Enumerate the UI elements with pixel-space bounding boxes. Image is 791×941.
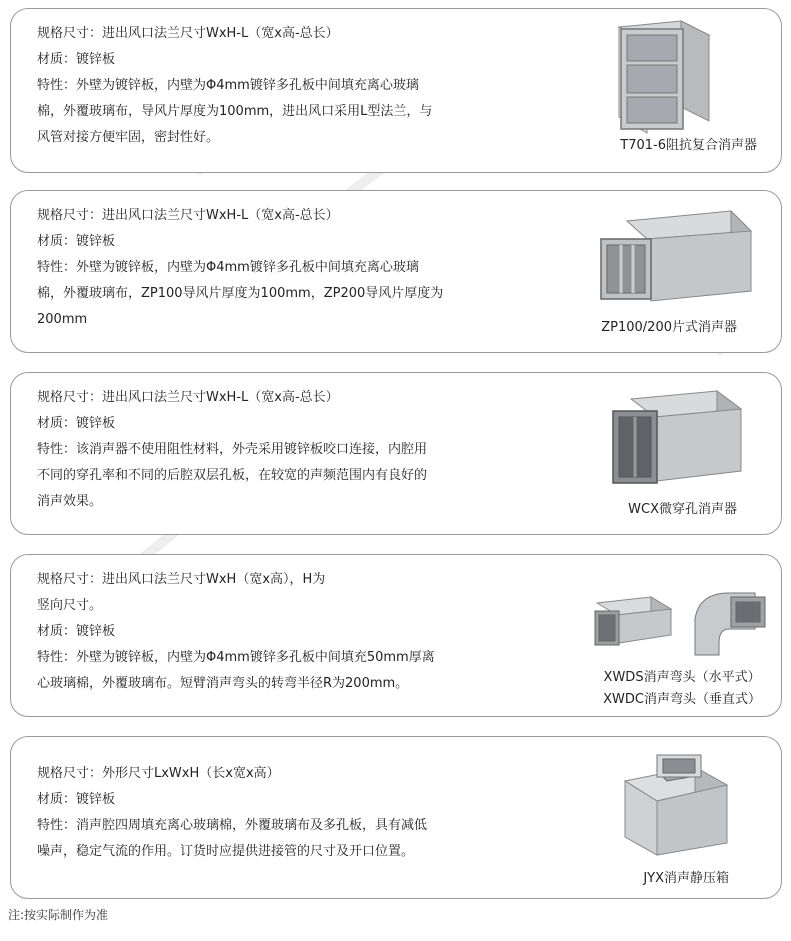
- product-caption: ZP100/200片式消声器: [601, 320, 737, 335]
- material-text: 材质：镀锌板: [37, 234, 116, 249]
- product-description: [37, 761, 537, 865]
- spec-text: 规格尺寸：进出风口法兰尺寸WxH（宽x高），H为: [37, 572, 326, 587]
- feature-line: 不同的穿孔率和不同的后腔双层孔板，在较宽的声频范围内有良好的: [37, 468, 428, 483]
- feature-line: 特性：外壁为镀锌板，内壁为Φ4mm镀锌多孔板中间填充50mm厚离: [37, 650, 435, 665]
- caption-line-vertical: XWDC消声弯头（垂直式）: [603, 692, 761, 707]
- feature-line: 特性：该消声器不使用阻性材料，外壳采用镀锌板咬口连接，内腔用: [37, 442, 428, 457]
- feature-line: 噪声，稳定气流的作用。订货时应提供进接管的尺寸及开口位置。: [37, 844, 415, 859]
- product-card-jyx: [10, 736, 782, 899]
- material-text: 材质：镀锌板: [37, 624, 116, 639]
- feature-line: 特性：外壁为镀锌板，内壁为Φ4mm镀锌多孔板中间填充离心玻璃: [37, 260, 419, 275]
- product-description: [37, 21, 537, 151]
- jyx-plenum-box-image: [615, 749, 735, 859]
- product-card-wcx: [10, 372, 782, 535]
- product-card-xwd: [10, 554, 782, 717]
- product-description: [37, 203, 537, 333]
- zp-silencer-image: [591, 209, 756, 309]
- caption-line-horizontal: XWDS消声弯头（水平式）: [603, 670, 761, 685]
- spec-text: 规格尺寸：外形尺寸LxWxH（长x宽x高）: [37, 766, 280, 781]
- feature-line: 200mm: [37, 312, 88, 327]
- material-text: 材质：镀锌板: [37, 792, 116, 807]
- wcx-silencer-image: [607, 389, 747, 489]
- spec-text: 规格尺寸：进出风口法兰尺寸WxH-L（宽x高-总长）: [37, 390, 339, 405]
- product-caption: JYX消声静压箱: [643, 871, 729, 886]
- feature-line: 心玻璃棉，外覆玻璃布。短臂消声弯头的转弯半径R为200mm。: [37, 676, 409, 691]
- feature-line: 特性：外壁为镀锌板，内壁为Φ4mm镀锌多孔板中间填充离心玻璃: [37, 78, 419, 93]
- feature-line: 特性：消声腔四周填充离心玻璃棉，外覆玻璃布及多孔板，具有减低: [37, 818, 428, 833]
- product-caption: WCX微穿孔消声器: [628, 502, 737, 517]
- product-description: [37, 385, 537, 515]
- xwdc-elbow-image: [685, 589, 770, 659]
- spec-text: 规格尺寸：进出风口法兰尺寸WxH-L（宽x高-总长）: [37, 208, 339, 223]
- feature-line: 棉，外覆玻璃布，ZP100导风片厚度为100mm，ZP200导风片厚度为: [37, 286, 444, 301]
- spec-text: 竖向尺寸。: [37, 598, 103, 613]
- product-card-zp100: [10, 190, 782, 353]
- t701-silencer-image: [591, 17, 731, 137]
- spec-text: 规格尺寸：进出风口法兰尺寸WxH-L（宽x高-总长）: [37, 26, 339, 41]
- footnote: 注:按实际制作为准: [8, 908, 109, 922]
- material-text: 材质：镀锌板: [37, 416, 116, 431]
- product-description: [37, 567, 537, 697]
- feature-line: 风管对接方便牢固，密封性好。: [37, 130, 220, 145]
- product-card-t701: [10, 8, 782, 173]
- feature-line: 消声效果。: [37, 494, 103, 509]
- material-text: 材质：镀锌板: [37, 52, 116, 67]
- feature-line: 棉，外覆玻璃布，导风片厚度为100mm，进出风口采用L型法兰，与: [37, 104, 433, 119]
- xwds-elbow-image: [591, 595, 676, 650]
- product-caption: T701-6阻抗复合消声器: [620, 138, 757, 153]
- product-caption: [603, 667, 761, 711]
